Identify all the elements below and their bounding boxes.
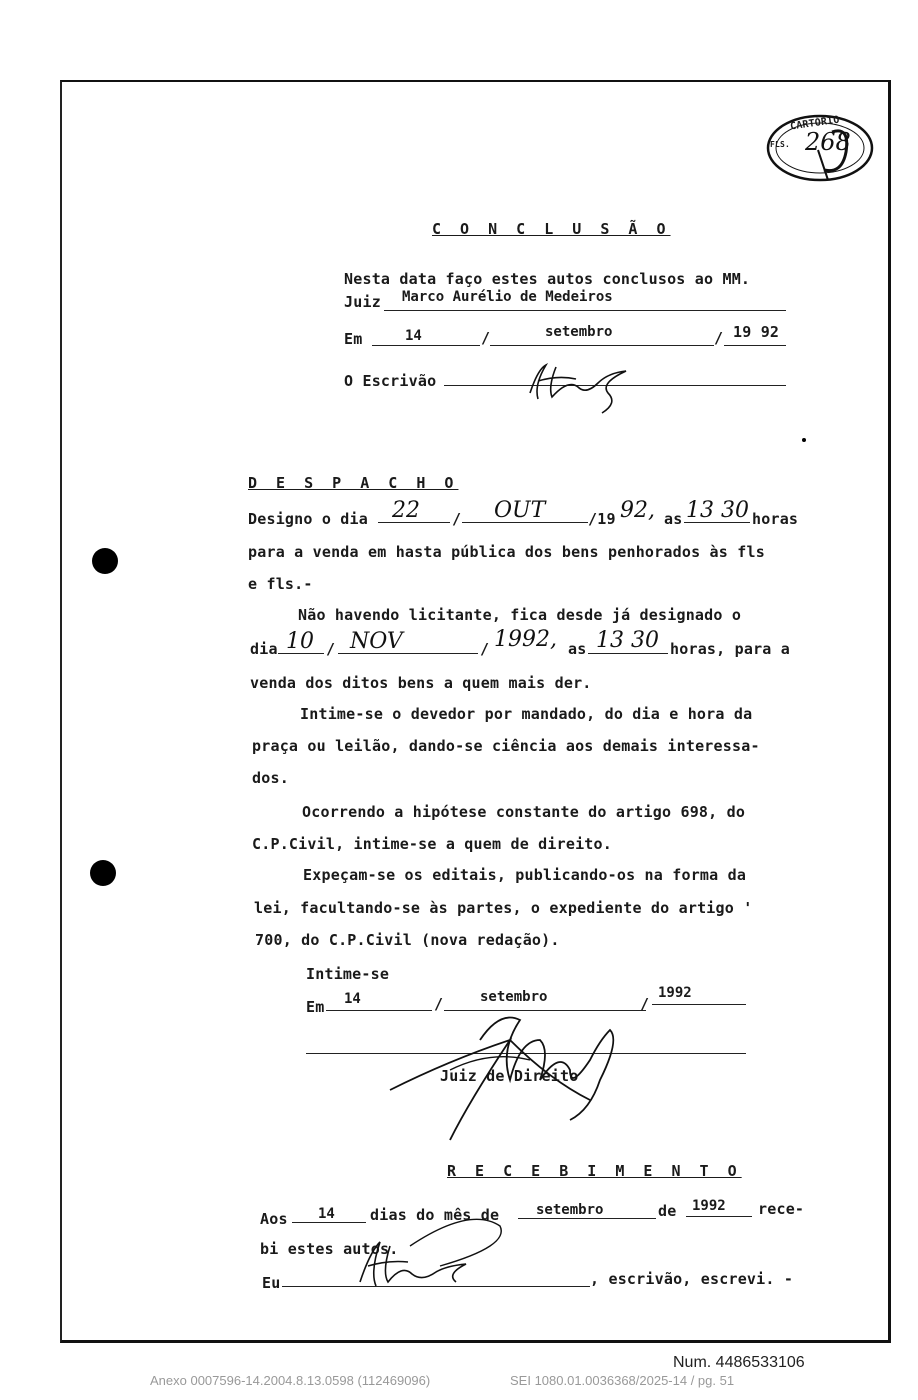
second-as-label: as <box>568 640 587 658</box>
second-dia-label: dia <box>250 640 278 658</box>
receb-line-2: bi estes autos. <box>260 1240 399 1258</box>
designo-horas: horas <box>752 510 799 528</box>
despacho-line-6: venda dos ditos bens a quem mais der. <box>250 674 592 692</box>
em-slash-1: / <box>481 329 491 347</box>
despacho-em-day: 14 <box>344 991 361 1007</box>
receb-escrivao-escrevi: , escrivão, escrevi. - <box>590 1270 794 1288</box>
despacho-para-2: praça ou leilão, dando-se ciência aos demais interessa- <box>252 737 760 755</box>
designo-time: 13 30 <box>686 498 749 523</box>
second-year: 1992, <box>494 627 557 652</box>
second-day: 10 <box>286 629 314 654</box>
em-year: 19 92 <box>733 323 780 341</box>
despacho-para-1: Intime-se o devedor por mandado, do dia e hora da <box>300 705 753 723</box>
receb-rece: rece- <box>758 1200 805 1218</box>
receb-dias-do-mes: dias do mês de <box>370 1206 500 1224</box>
second-time-line <box>588 653 668 654</box>
designo-slash: / <box>452 510 462 528</box>
footer-num: Num. 4486533106 <box>673 1354 805 1371</box>
despacho-em-slash-2: / <box>640 995 650 1013</box>
despacho-heading: D E S P A C H O <box>248 474 459 492</box>
second-horas-para: horas, para a <box>670 640 790 658</box>
despacho-para-6: Expeçam-se os editais, publicando-os na forma da <box>303 866 747 884</box>
receb-eu: Eu <box>262 1274 281 1292</box>
stamp-fls-label: FLS. <box>770 140 791 149</box>
receb-year: 1992 <box>692 1198 726 1214</box>
second-slash-2: / <box>480 640 490 658</box>
em-month: setembro <box>545 324 613 340</box>
receb-de: de <box>658 1202 677 1220</box>
receb-year-line <box>686 1216 752 1217</box>
recebimento-heading: R E C E B I M E N T O <box>447 1162 742 1180</box>
em-label: Em <box>344 330 363 348</box>
escrivao-label: O Escrivão <box>344 372 437 390</box>
receb-day: 14 <box>318 1206 335 1222</box>
juiz-signature <box>390 1000 650 1140</box>
second-time: 13 30 <box>596 628 659 653</box>
em-day: 14 <box>405 328 422 344</box>
receb-signature <box>340 1222 520 1292</box>
designo-day: 22 <box>392 498 420 523</box>
designo-as-label: as <box>664 510 683 528</box>
footer-anexo: Anexo 0007596-14.2004.8.13.0598 (112469096) <box>150 1373 431 1388</box>
em-day-line <box>372 345 480 346</box>
second-slash: / <box>326 640 336 658</box>
despacho-para-5: C.P.Civil, intime-se a quem de direito. <box>252 835 612 853</box>
scan-blot-1 <box>92 548 118 574</box>
despacho-em-year: 1992 <box>658 985 692 1001</box>
juiz-name: Marco Aurélio de Medeiros <box>402 289 613 305</box>
juiz-de-direito-label: Juiz de Direito <box>440 1067 579 1085</box>
despacho-em-label: Em <box>306 998 325 1016</box>
receb-aos: Aos <box>260 1210 288 1228</box>
em-month-line <box>490 345 714 346</box>
second-month: NOV <box>350 629 403 654</box>
despacho-em-year-line <box>652 1004 746 1005</box>
despacho-em-month: setembro <box>480 989 548 1005</box>
conclusao-text: Nesta data faço estes autos conclusos ao MM. <box>344 270 751 288</box>
designo-prefix: Designo o dia <box>248 510 368 528</box>
footer-sei: SEI 1080.01.0036368/2025-14 / pg. 51 <box>510 1373 735 1388</box>
despacho-para-7: lei, facultando-se às partes, o expediente do artigo ' <box>254 899 753 917</box>
stamp-folio-number: 268 <box>805 128 851 156</box>
em-year-line <box>724 345 786 346</box>
despacho-para-3: dos. <box>252 769 289 787</box>
despacho-em-slash: / <box>434 995 444 1013</box>
scan-blot-2 <box>90 860 116 886</box>
conclusao-heading: C O N C L U S Ã O <box>432 220 671 238</box>
intime-se: Intime-se <box>306 965 390 983</box>
despacho-line-3: e fls.- <box>248 575 313 593</box>
receb-month: setembro <box>536 1202 604 1218</box>
despacho-line-4: Não havendo licitante, fica desde já designado o <box>298 606 742 624</box>
designo-year-prefix: /19 <box>588 510 616 528</box>
em-slash-2: / <box>714 329 724 347</box>
escrivao-signature <box>508 355 668 415</box>
despacho-line-2: para a venda em hasta pública dos bens penhorados às fls <box>248 543 765 561</box>
scan-speck <box>802 438 806 442</box>
stamp-cartorio-text: CARTÓRIO <box>789 114 841 133</box>
receb-month-line <box>518 1218 656 1219</box>
juiz-label: Juiz <box>344 293 381 311</box>
despacho-para-4: Ocorrendo a hipótese constante do artigo 698, do <box>302 803 746 821</box>
designo-year: 92, <box>620 498 655 523</box>
despacho-para-8: 700, do C.P.Civil (nova redação). <box>255 931 560 949</box>
juiz-name-line <box>384 310 786 311</box>
designo-month: OUT <box>494 498 546 523</box>
